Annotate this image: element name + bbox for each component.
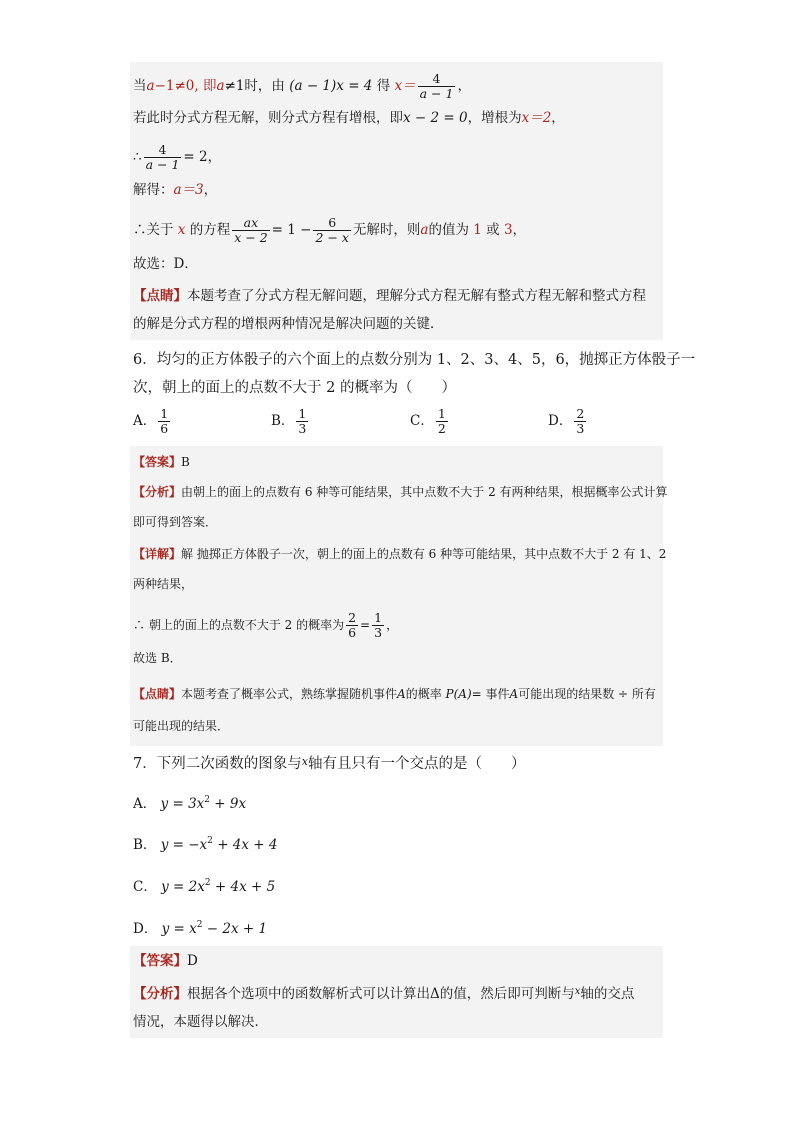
sol5-tip-line-2: 的解是分式方程的增根两种情况是解决问题的关键． [133, 316, 444, 332]
fraction: $\frac{1}{2}$ [437, 406, 446, 436]
q6-option-b: B． $\frac{1}{3}$ [271, 406, 307, 436]
q6-detail-line-4: 故选 B． [133, 651, 182, 665]
q6-stem-line-2: 次，朝上的面上的点数不大于 2 的概率为（ ） [133, 380, 456, 396]
fraction: $\frac{6}{2 - x}$ [315, 215, 349, 245]
fraction: $\frac{4}{a - 1}$ [419, 71, 454, 101]
q6-stem-line-1: 6．均匀的正方体骰子的六个面上的点数分别为 1、2、3、4、5，6，抛掷正方体骰子一 [133, 352, 696, 368]
q6-detail-line-2: 两种结果， [133, 577, 194, 591]
fraction: $\frac{1}{3}$ [374, 610, 383, 640]
q6-tip-line-2: 可能出现的结果． [133, 719, 230, 733]
fraction: $\frac{1}{6}$ [160, 406, 169, 436]
fraction: $\frac{1}{3}$ [298, 406, 307, 436]
sol5-tip-line-1: 【点睛】本题考查了分式方程无解问题，理解分式方程无解有整式方程无解和整式方程 [133, 288, 646, 304]
fraction: $\frac{2}{6}$ [348, 610, 357, 640]
q7-analysis-line-2: 情况，本题得以解决． [133, 1014, 268, 1030]
fraction: $\frac{ax}{x - 2}$ [234, 215, 268, 245]
q6-option-a: A． $\frac{1}{6}$ [133, 406, 169, 436]
q6-answer: 【答案】B [133, 455, 190, 469]
sol5-line-6: 故选：D． [133, 256, 198, 272]
q7-stem: 7．下列二次函数的图象与$^x$轴有且只有一个交点的是（ ） [133, 755, 526, 772]
q6-analysis-line-1: 【分析】由朝上的面上的点数有 6 种等可能结果，其中点数不大于 2 有两种结果，根据概率公式计算 [133, 485, 668, 499]
sol5-line-2: 若此时分式方程无解，则分式方程有增根，即x − 2 = 0，增根为x＝2， [133, 110, 565, 126]
fraction: $\frac{4}{a - 1}$ [145, 142, 180, 172]
q7-analysis-line-1: 【分析】根据各个选项中的函数解析式可以计算出Δ的值，然后即可判断与$^x$轴的交点 [133, 986, 635, 1002]
sol5-line-4: 解得：a＝3， [133, 182, 218, 198]
q6-detail-line-3: ∴ 朝上的面上的点数不大于 2 的概率为 $\frac{2}{6}$ = $\frac{1}{3}$ ， [133, 610, 399, 640]
fraction: $\frac{2}{3}$ [576, 406, 585, 436]
q7-option-c: C． $y = 2x^2 + 4x + 5$ [133, 878, 276, 895]
sol5-line-1: 当a−1≠0, 即a≠1时，由 (a − 1)x = 4 得 x＝ $\frac{4}{a - 1}$ ， [133, 71, 471, 101]
q7-answer: 【答案】D [133, 953, 198, 969]
q6-option-d: D． $\frac{2}{3}$ [548, 406, 585, 436]
q7-option-a: A． $y = 3x^2 + 9x$ [133, 795, 247, 812]
q6-option-c: C． $\frac{1}{2}$ [410, 406, 446, 436]
sol5-line-5: ∴关于 x 的方程 $\frac{ax}{x - 2}$ = 1 − $\frac{6}{2 - x}$ 无解时，则a的值为 1 或 3， [133, 215, 527, 245]
q6-tip-line-1: 【点睛】本题考查了概率公式，熟练掌握随机事件A的概率 P(A)= 事件A可能出现的结果数 ÷ 所有 [133, 687, 656, 701]
q6-detail-line-1: 【详解】解 抛掷正方体骰子一次，朝上的面上的点数有 6 种等可能结果，其中点数不大于 2 有 1、2 [133, 547, 667, 561]
q6-analysis-line-2: 即可得到答案． [133, 515, 218, 529]
q7-option-d: D． $y = x^2 - 2x + 1$ [133, 920, 268, 937]
q7-option-b: B． $y = -x^2 + 4x + 4$ [133, 836, 278, 853]
sol5-line-3: ∴ $\frac{4}{a - 1}$ = 2， [133, 142, 222, 172]
